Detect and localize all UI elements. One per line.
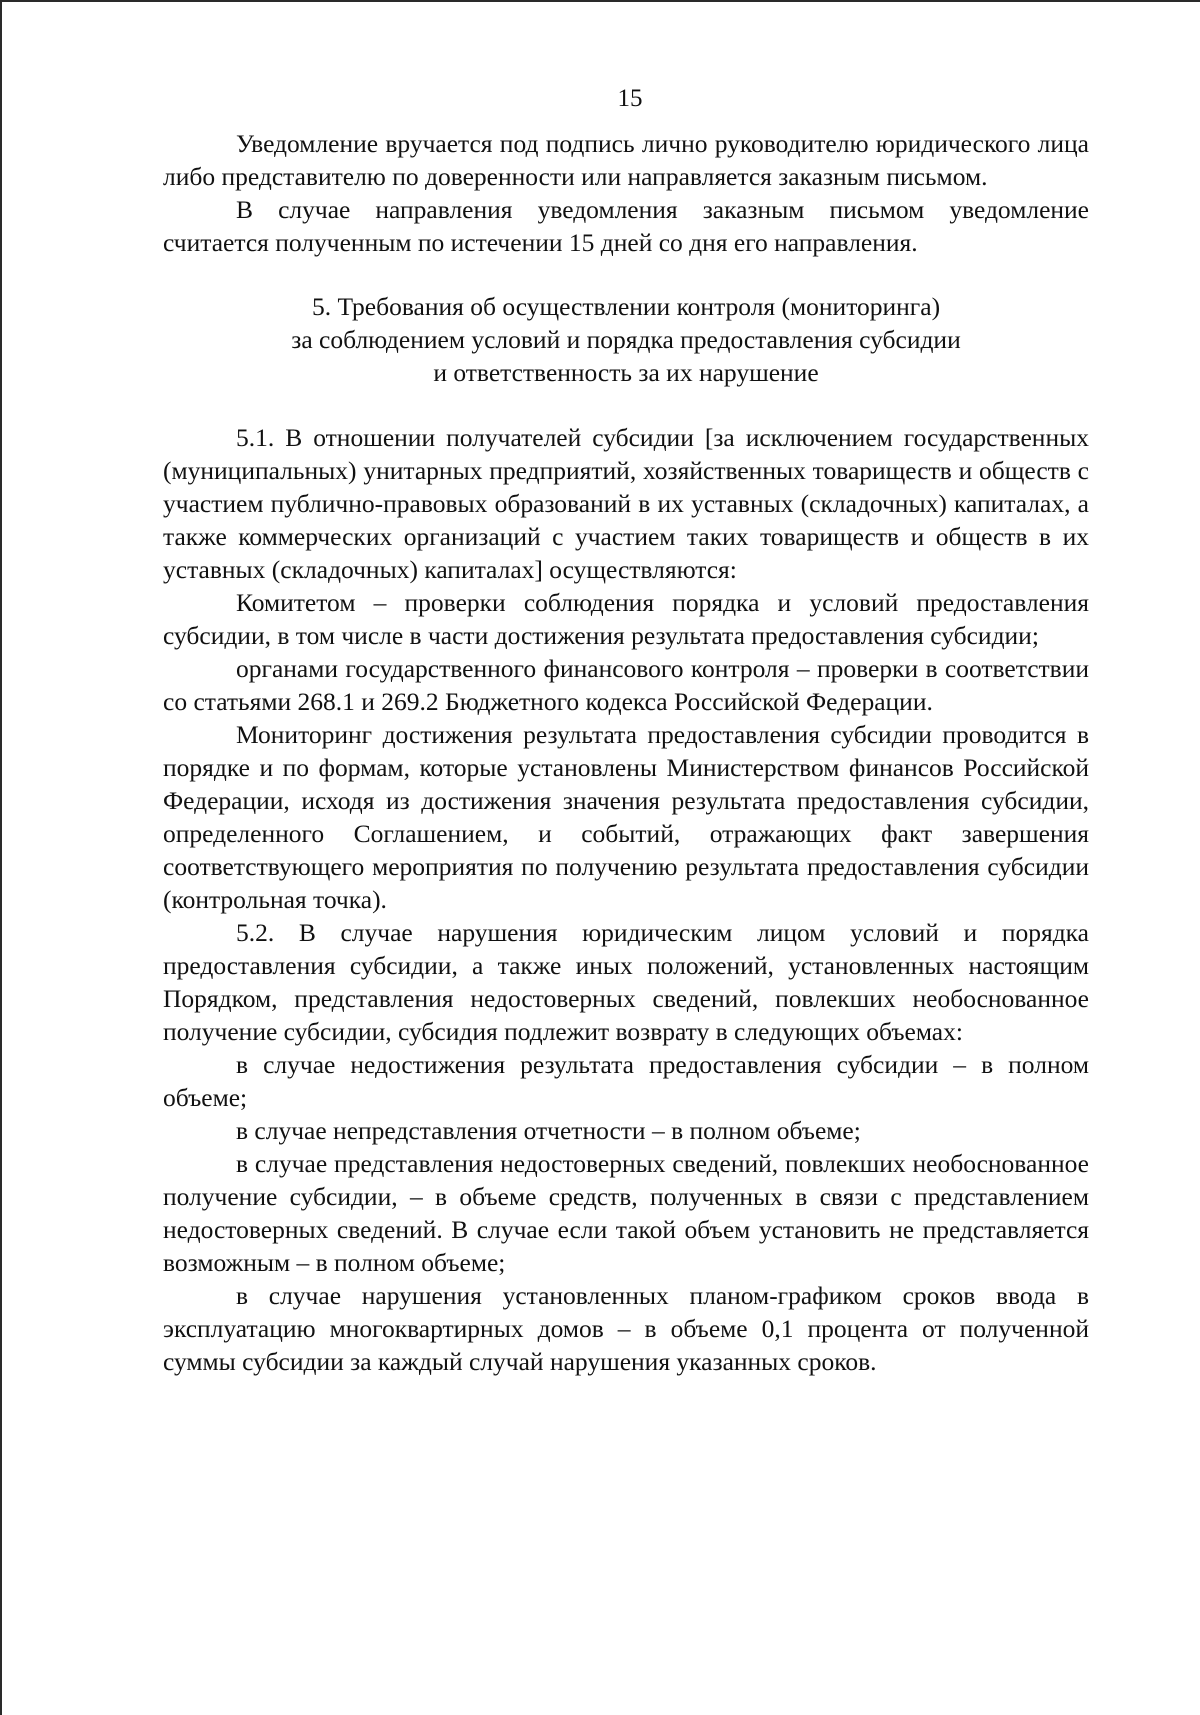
paragraph-financial-control: органами государственного финансового контроля – проверки в соответствии со статьями 268.1 и 269.2 Бюджетного кодекса Российской Федерации. <box>163 654 1089 716</box>
section-heading-line: за соблюдением условий и порядка предоставления субсидии <box>291 325 961 354</box>
paragraph-committee-checks: Комитетом – проверки соблюдения порядка и условий предоставления субсидии, в том числе в части достижения результата предоставления субсидии; <box>163 588 1089 650</box>
section-heading-line: и ответственность за их нарушение <box>433 358 819 387</box>
page-number: 15 <box>617 85 643 112</box>
document-body <box>163 127 1089 1378</box>
section-heading-line: 5. Требования об осуществлении контроля (мониторинга) <box>311 292 941 321</box>
paragraph-monitoring: Мониторинг достижения результата предоставления субсидии проводится в порядке и по формам, которые установлены Министерством финансов Российской Федерации, исходя из достижения значения результата предоставления субсидии, определенного Соглашением, и событий, отражающих факт завершения соответствующего мероприятия по получению результата предоставления субсидии (контрольная точка). <box>163 720 1089 914</box>
paragraph-notice-delivery: Уведомление вручается под подпись лично руководителю юридического лица либо представителю по доверенности или направляется заказным письмом. <box>163 129 1089 191</box>
paragraph-no-reporting: в случае непредставления отчетности – в полном объеме; <box>236 1116 861 1145</box>
paragraph-5-2: 5.2. В случае нарушения юридическим лицом условий и порядка предоставления субсидии, а также иных положений, установленных настоящим Порядком, представления недостоверных сведений, повлекших необоснованное получение субсидии, субсидия подлежит возврату в следующих объемах: <box>163 918 1089 1046</box>
paragraph-not-achieved: в случае недостижения результата предоставления субсидии – в полном объеме; <box>163 1050 1089 1112</box>
paragraph-notice-received: В случае направления уведомления заказным письмом уведомление считается полученным по истечении 15 дней со дня его направления. <box>163 195 1089 257</box>
paragraph-5-1: 5.1. В отношении получателей субсидии [за исключением государственных (муниципальных) унитарных предприятий, хозяйственных товариществ и обществ с участием публично-правовых образований в их уставных (складочных) капиталах, а также коммерческих организаций с участием таких товариществ и обществ в их уставных (складочных) капиталах] осуществляются: <box>163 423 1089 584</box>
paragraph-schedule-violation: в случае нарушения установленных планом-графиком сроков ввода в эксплуатацию многоквартирных домов – в объеме 0,1 процента от полученной суммы субсидии за каждый случай нарушения указанных сроков. <box>163 1281 1089 1376</box>
paragraph-false-info: в случае представления недостоверных сведений, повлекших необоснованное получение субсидии, – в объеме средств, полученных в связи с представлением недостоверных сведений. В случае если такой объем установить не представляется возможным – в полном объеме; <box>163 1149 1089 1277</box>
scan-edge-top <box>0 0 1200 2</box>
section-heading <box>163 290 1089 389</box>
scan-edge-left <box>0 0 2 1715</box>
